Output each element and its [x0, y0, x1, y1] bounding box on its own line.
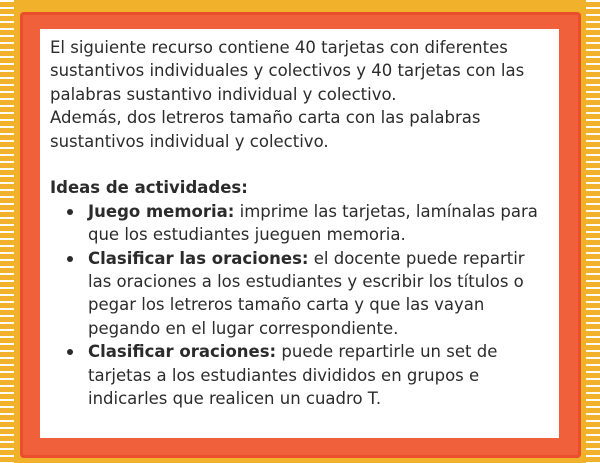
- description-card: [40, 29, 559, 438]
- activities-list: [50, 200, 543, 411]
- activity-title: Clasificar oraciones:: [88, 342, 277, 362]
- activity-title: Juego memoria:: [88, 201, 235, 221]
- activity-title: Clasificar las oraciones:: [88, 248, 309, 268]
- right-brush-border: [586, 0, 600, 463]
- list-item: [64, 200, 543, 247]
- paragraph-spacer: [50, 153, 543, 176]
- list-item: [64, 247, 543, 341]
- intro-paragraph-2: Además, dos letreros tamaño carta con las palabras sustantivos individual y colectivo.: [50, 108, 481, 151]
- left-brush-border: [0, 0, 14, 463]
- list-item: [64, 340, 543, 410]
- activity-text: imprime las tarjetas, lamínalas para que los estudiantes jueguen memoria.: [88, 201, 538, 245]
- activity-text: puede repartirle un set de tarjetas a los estudiantes divididos en grupos e indicarles que realicen un cuadro T.: [88, 342, 498, 409]
- intro-paragraph-1: El siguiente recurso contiene 40 tarjetas con diferentes sustantivos individuales y colectivos y 40 tarjetas con las palabras sustantivo individual y colectivo.: [50, 38, 525, 104]
- activity-text: el docente puede repartir las oraciones a los estudiantes y escribir los títulos o pegar los letreros tamaño carta y que las vayan pegando en el lugar correspondiente.: [88, 248, 525, 338]
- activities-heading: Ideas de actividades:: [50, 178, 248, 198]
